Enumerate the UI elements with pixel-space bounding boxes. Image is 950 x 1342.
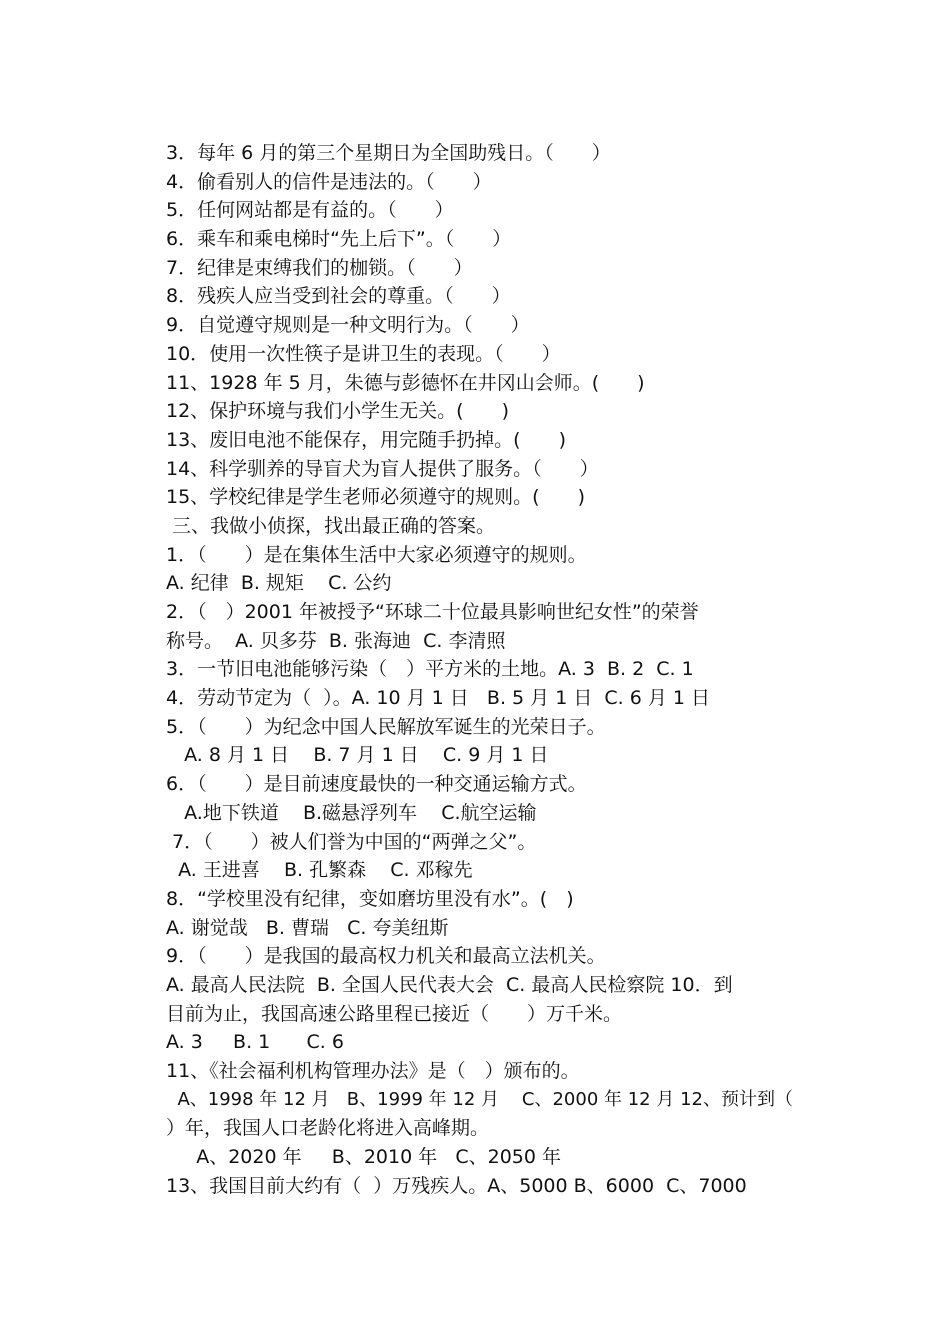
question-line: 5．（ ）为纪念中国人民解放军诞生的光荣日子。 [166, 715, 606, 738]
question-line: 6．（ ）是目前速度最快的一种交通运输方式。 [166, 773, 587, 796]
question-line: 9．自觉遵守规则是一种文明行为。（ ） [166, 314, 530, 337]
question-line: 10．使用一次性筷子是讲卫生的表现。（ ） [166, 342, 561, 365]
question-line: 6．乘车和乘电梯时“先上后下”。（ ） [166, 228, 512, 251]
question-line: 7．（ ）被人们誉为中国的“两弹之父”。 [166, 830, 537, 853]
answer-options: A. 王进喜 B. 孔繁森 C. 邓稼先 [166, 859, 473, 882]
question-list [166, 139, 806, 1200]
question-line: 11、《社会福利机构管理办法》是（ ）颁布的。 [166, 1060, 580, 1082]
question-line: 15、学校纪律是学生老师必须遵守的规则。( ) [166, 486, 586, 509]
question-line: 4．劳动节定为（ ）。A. 10 月 1 日 B. 5 月 1 日 C. 6 月 1 日 [166, 687, 711, 710]
question-line: 目前为止，我国高速公路里程已接近（ ）万千米。 [166, 1002, 623, 1025]
question-line: 2．（ ）2001 年被授予“环球二十位最具影响世纪女性”的荣誉 [166, 601, 699, 623]
question-line: 13、废旧电池不能保存，用完随手扔掉。( ) [166, 428, 567, 451]
question-line: ）年，我国人口老龄化将进入高峰期。 [166, 1117, 490, 1140]
question-line: 8．残疾人应当受到社会的尊重。（ ） [166, 285, 511, 308]
answer-options: A、2020 年 B、2010 年 C、2050 年 [166, 1146, 561, 1169]
answer-options: A. 最高人民法院 B. 全国人民代表大会 C. 最高人民检察院 10．到 [166, 973, 733, 996]
answer-options: A. 谢觉哉 B. 曹瑞 C. 夸美纽斯 [166, 916, 449, 939]
question-line: 3．一节旧电池能够污染（ ）平方米的土地。A. 3 B. 2 C. 1 [166, 658, 694, 681]
question-line: 8．“学校里没有纪律，变如磨坊里没有水”。( ) [166, 887, 574, 910]
question-line: 4．偷看别人的信件是违法的。（ ） [166, 170, 492, 193]
answer-options: A.地下铁道 B.磁悬浮列车 C.航空运输 [166, 801, 537, 824]
question-line: 12、保护环境与我们小学生无关。( ) [166, 400, 510, 423]
section-heading: 三、我做小侦探，找出最正确的答案。 [166, 514, 496, 537]
answer-options: A、1998 年 12 月 B、1999 年 12 月 C、2000 年 12 月 12、预计到（ [166, 1088, 793, 1110]
question-line: 1．（ ）是在集体生活中大家必须遵守的规则。 [166, 543, 587, 566]
question-line: 14、科学驯养的导盲犬为盲人提供了服务。（ ） [166, 457, 599, 480]
question-line: 5．任何网站都是有益的。（ ） [166, 199, 454, 222]
answer-options: A. 8 月 1 日 B. 7 月 1 日 C. 9 月 1 日 [166, 744, 549, 767]
answer-options: A. 3 B. 1 C. 6 [166, 1031, 344, 1054]
question-line: 7．纪律是束缚我们的枷锁。（ ） [166, 256, 473, 279]
question-line: 9．（ ）是我国的最高权力机关和最高立法机关。 [166, 945, 606, 968]
question-line: 11、1928 年 5 月，朱德与彭德怀在井冈山会师。( ) [166, 371, 645, 394]
answer-options: A. 纪律 B. 规矩 C. 公约 [166, 572, 392, 595]
question-line: 13、我国目前大约有（ ）万残疾人。A、5000 B、6000 C、7000 [166, 1174, 747, 1197]
answer-options: 称号。 A. 贝多芬 B. 张海迪 C. 李清照 [166, 629, 506, 652]
question-line: 3．每年 6 月的第三个星期日为全国助残日。（ ） [166, 142, 611, 164]
